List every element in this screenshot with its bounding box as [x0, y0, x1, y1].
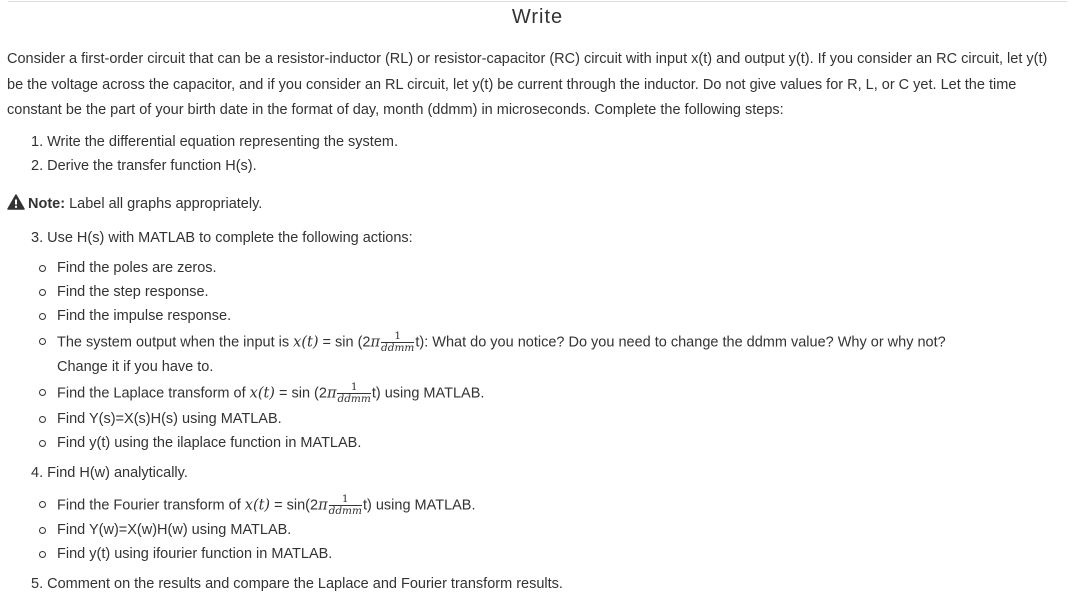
- fraction-denominator: ddmm: [328, 505, 362, 517]
- fraction-numerator: 1: [337, 382, 370, 394]
- bullet-system-output: [57, 331, 946, 354]
- top-divider: [8, 1, 1067, 2]
- step-5: 5. Comment on the results and compare the Laplace and Fourier transform results.: [31, 576, 563, 592]
- step-4-heading: 4. Find H(w) analytically.: [31, 465, 188, 481]
- bullet-marker: [39, 440, 46, 447]
- bullet-marker: [39, 389, 46, 396]
- bullet-step-response: Find the step response.: [57, 284, 209, 300]
- bullet-ys: Find Y(s)=X(s)H(s) using MATLAB.: [57, 411, 282, 427]
- fraction-numerator: 1: [329, 494, 362, 506]
- fourier-prefix: Find the Fourier transform of: [57, 497, 245, 514]
- fourier-suffix: t) using MATLAB.: [362, 497, 476, 514]
- note-line: [7, 192, 262, 214]
- bullet-system-output-continued: Change it if you have to.: [57, 359, 214, 375]
- bullet-marker: [39, 289, 46, 296]
- note-text: Label all graphs appropriately.: [65, 196, 263, 212]
- pi-symbol: π: [318, 497, 328, 514]
- fraction: [337, 382, 370, 405]
- fourier-eq: = sin(2: [270, 497, 319, 514]
- warning-icon: [7, 194, 25, 210]
- bullet-ifourier: Find y(t) using ifourier function in MATLAB.: [57, 546, 333, 562]
- bullet-poles: Find the poles are zeros.: [57, 260, 217, 276]
- pi-symbol: π: [326, 385, 337, 402]
- output-suffix: t): What do you notice? Do you need to change the ddmm value? Why or why not?: [415, 334, 946, 351]
- bullet-marker: [39, 265, 46, 272]
- output-xt: x(t): [293, 334, 319, 351]
- bullet-impulse-response: Find the impulse response.: [57, 308, 232, 324]
- fraction: [381, 331, 414, 354]
- output-prefix: The system output when the input is: [57, 334, 294, 351]
- laplace-prefix: Find the Laplace transform of: [57, 385, 250, 402]
- bullet-marker: [39, 551, 46, 558]
- bullet-yw: Find Y(w)=X(w)H(w) using MATLAB.: [57, 522, 292, 538]
- bullet-marker: [39, 527, 46, 534]
- intro-paragraph: Consider a first-order circuit that can be a resistor-inductor (RL) or resistor-capacitor (RC) circuit with input x(t) and output y(t). If you consider an RC circuit, let y(t) be the voltage across the capacitor, and if you consider an RL circuit, let y(t) be current through the inductor. Do not give values for R, L, or C yet. Let the time constant be the part of your birth date in the format of day, month (ddmm) in microseconds. Complete the following steps:: [7, 51, 1048, 118]
- bullet-laplace: [57, 382, 484, 405]
- bullet-ilaplace: Find y(t) using the ilaplace function in MATLAB.: [57, 435, 362, 451]
- laplace-suffix: t) using MATLAB.: [371, 385, 485, 402]
- fourier-xt: x(t): [244, 497, 271, 514]
- bullet-marker: [39, 501, 46, 508]
- bullet-marker: [39, 416, 46, 423]
- bullet-fourier: [57, 494, 476, 517]
- bullet-marker: [39, 313, 46, 320]
- laplace-xt: x(t): [249, 385, 275, 402]
- page-title: Write: [511, 6, 564, 28]
- step-1: 1. Write the differential equation representing the system.: [31, 134, 399, 150]
- fraction-numerator: 1: [381, 331, 414, 343]
- pi-symbol: π: [370, 334, 380, 351]
- fraction-denominator: ddmm: [337, 393, 371, 405]
- step-3-heading: 3. Use H(s) with MATLAB to complete the following actions:: [31, 230, 413, 246]
- laplace-eq: = sin (2: [274, 385, 327, 402]
- fraction: [329, 494, 362, 517]
- note-label: Note:: [28, 196, 66, 212]
- bullet-marker: [39, 338, 46, 345]
- fraction-denominator: ddmm: [381, 342, 415, 354]
- step-2: 2. Derive the transfer function H(s).: [31, 158, 257, 174]
- output-eq: = sin (2: [318, 334, 371, 351]
